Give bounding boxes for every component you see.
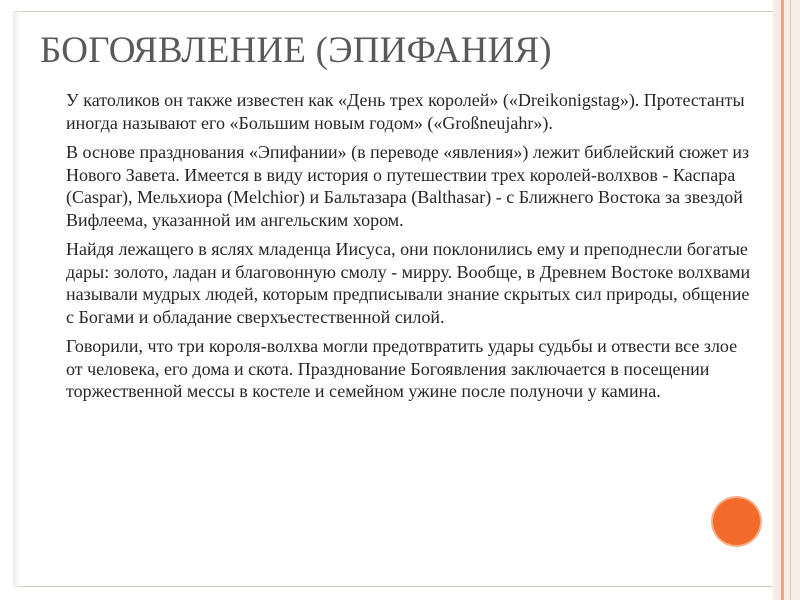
right-side-band: [773, 0, 800, 600]
left-shadow-decoration: [13, 11, 21, 587]
list-item: [42, 141, 758, 231]
bullet-list: [42, 89, 758, 410]
accent-circle-decoration: [713, 498, 760, 545]
slide-title: БОГОЯВЛЕНИЕ (ЭПИФАНИЯ): [40, 30, 552, 71]
bullet-text: У католиков он также известен как «День трех королей» («Dreikonigstag»). Протестанты иногда называют его «Большим новым годом» («Großneujahr»).: [66, 90, 745, 133]
bullet-text: В основе празднования «Эпифании» (в переводе «явления») лежит библейский сюжет из Нового Завета. Имеется в виду история о путешествии трех королей-волхвов - Каспара (Caspar), Мельхиора (Melchior) и Бальтазара (Balthasar) - с Ближнего Востока за звездой Вифлеема, указанной им ангельским хором.: [66, 142, 750, 230]
right-accent-line: [781, 0, 784, 600]
list-item: [42, 89, 758, 134]
bullet-text: Говорили, что три короля-волхва могли предотвратить удары судьбы и отвести все злое от человека, его дома и скота. Празднование Богоявления заключается в посещении торжественной мессы в костеле и семейном ужине после полуночи у камина.: [66, 336, 738, 401]
right-thin-line: [790, 0, 791, 600]
bullet-text: Найдя лежащего в яслях младенца Иисуса, они поклонились ему и преподнесли богатые дары: золото, ладан и благовонную смолу - мирру. Вообще, в Древнем Востоке волхвами называли мудрых людей, которым предписывали знание скрытых сил природы, общение с Богами и обладание сверхъестественной силой.: [66, 239, 751, 327]
list-item: [42, 335, 758, 403]
list-item: [42, 238, 758, 328]
